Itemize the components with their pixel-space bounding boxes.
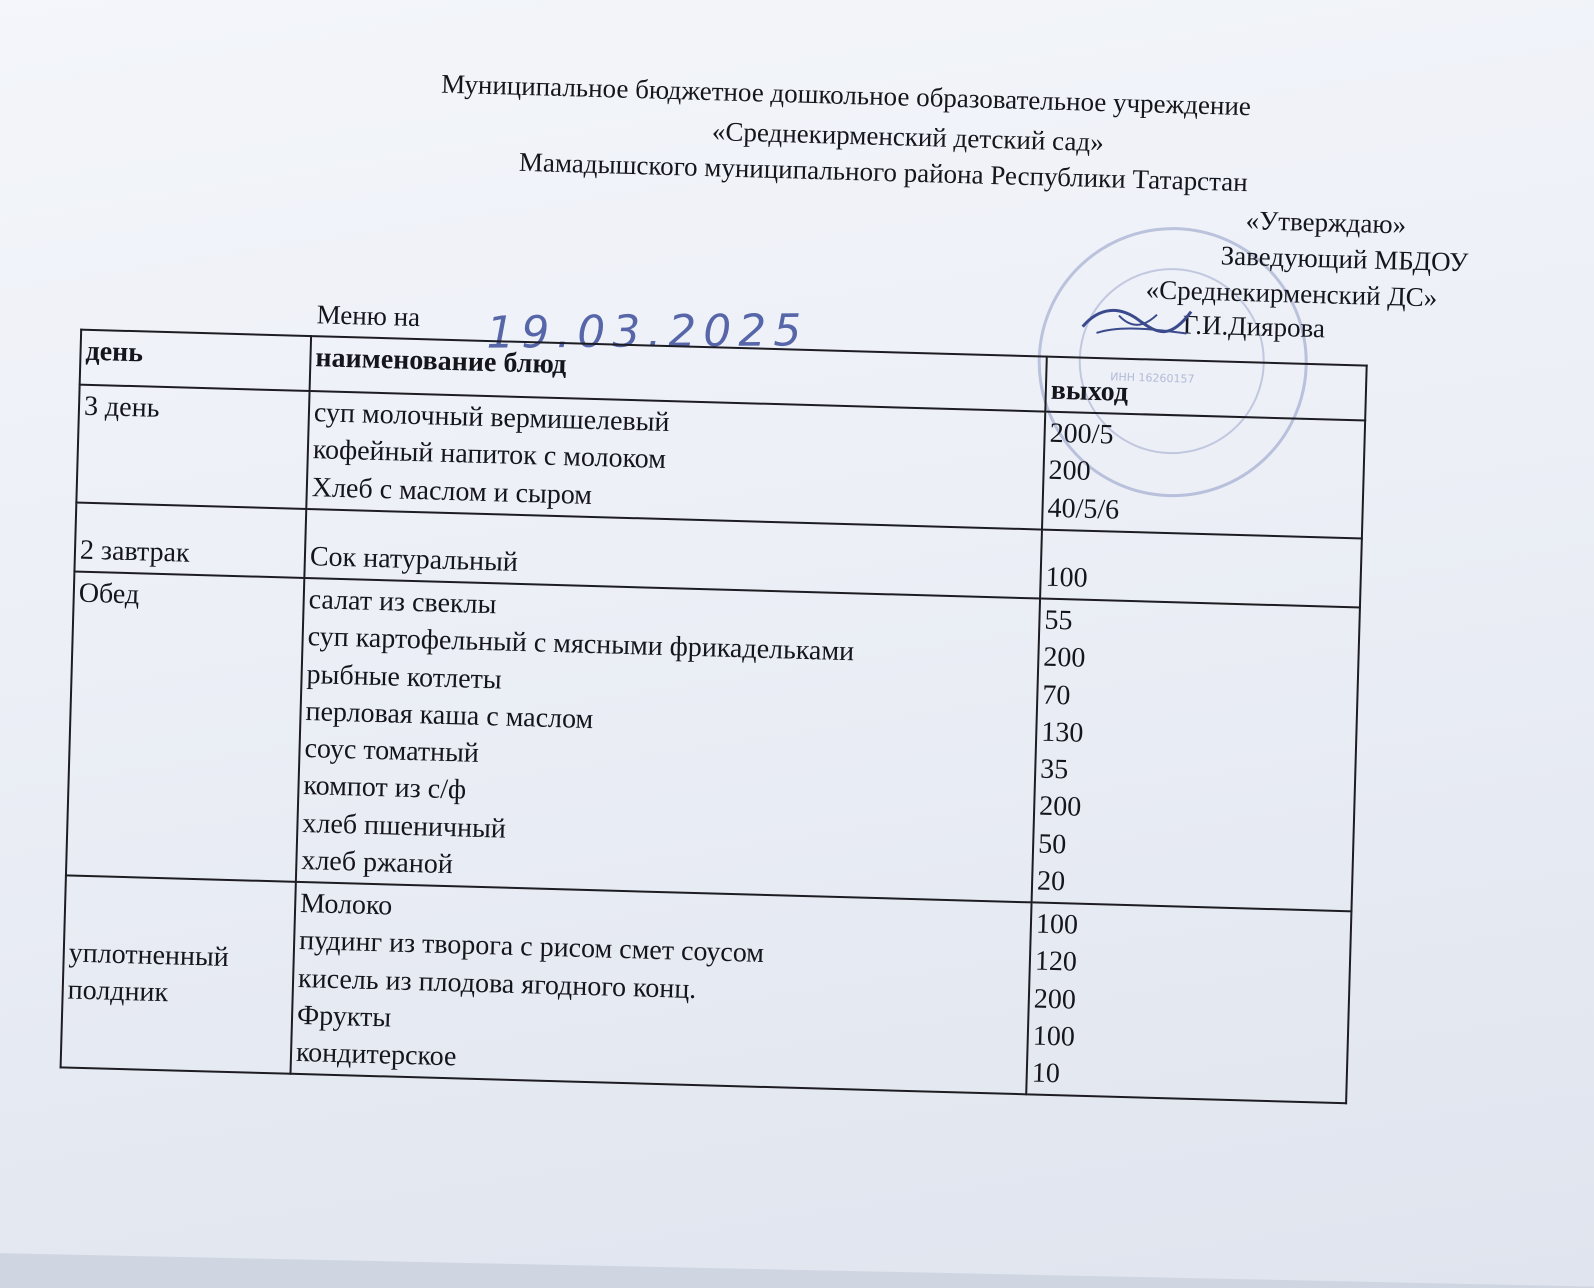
output-value: 200 xyxy=(1033,983,1077,1016)
output-value: 200 xyxy=(1042,642,1086,675)
dish-item: хлеб пшеничный xyxy=(302,807,507,845)
dish-item: соус томатный xyxy=(304,733,480,770)
menu-table-body xyxy=(61,385,1366,1104)
output-value: 40/5/6 xyxy=(1047,492,1120,526)
approval-line-4: Г.И.Диярова xyxy=(1182,309,1326,344)
output-value: 120 xyxy=(1034,945,1078,978)
dish-item: пудинг из творога с рисом смет соусом xyxy=(298,925,765,970)
output-value: 10 xyxy=(1031,1057,1061,1090)
header-output: выход xyxy=(1045,357,1366,421)
dish-item: Фрукты xyxy=(296,999,392,1034)
org-name-line-3: Мамадышского муниципального района Республики Татарстан xyxy=(518,146,1249,198)
output-value: 100 xyxy=(1035,908,1079,941)
output-value: 55 xyxy=(1044,604,1073,637)
output-value: 50 xyxy=(1037,828,1067,860)
stamp-inn: ИНН 16260157 xyxy=(1110,370,1195,386)
output-cell xyxy=(1026,902,1351,1103)
output-cell xyxy=(1040,529,1362,607)
day-cell: уплотненный полдник xyxy=(61,875,296,1074)
dish-item: салат из свеклы xyxy=(308,584,497,621)
dish-item: суп картофельный с мясными фрикадельками xyxy=(307,621,855,668)
approval-line-2: Заведующий МБДОУ xyxy=(1220,240,1469,278)
output-value: 100 xyxy=(1045,561,1089,594)
dish-item: Хлеб с маслом и сыром xyxy=(311,471,593,511)
dish-item: Молоко xyxy=(299,888,393,922)
dish-item: кисель из плодова ягодного конц. xyxy=(297,962,697,1005)
dish-item: перловая каша с маслом xyxy=(305,695,594,735)
day-cell: Обед xyxy=(66,572,304,882)
output-value: 200 xyxy=(1048,455,1092,488)
dish-item: Сок натуральный xyxy=(309,541,519,578)
dish-item: суп молочный вермишелевый xyxy=(313,397,670,439)
output-value: 200/5 xyxy=(1049,417,1114,451)
header-day: день xyxy=(80,330,311,392)
menu-date-handwritten: 19.03.2025 xyxy=(486,305,809,359)
output-value: 200 xyxy=(1038,790,1082,824)
table-row xyxy=(66,572,1360,912)
output-value: 35 xyxy=(1039,753,1069,786)
day-cell: 3 день xyxy=(76,385,309,509)
org-name-line-2: «Среднекирменский детский сад» xyxy=(711,116,1105,158)
signature xyxy=(1078,296,1199,349)
dish-item: кофейный напиток с молоком xyxy=(312,434,667,476)
org-name-line-1: Муниципальное бюджетное дошкольное образовательное учреждение xyxy=(440,68,1252,122)
output-value: 100 xyxy=(1032,1020,1076,1053)
dish-cell xyxy=(296,578,1040,902)
dish-item: компот из с/ф xyxy=(303,770,467,806)
day-cell: 2 завтрак xyxy=(74,503,306,579)
output-value: 130 xyxy=(1040,716,1084,749)
dish-item: кондитерское xyxy=(295,1036,457,1073)
menu-label: Меню на xyxy=(316,299,421,333)
output-value: 70 xyxy=(1041,679,1071,712)
header-dish: наименование блюд xyxy=(310,336,1047,412)
dish-item: рыбные котлеты xyxy=(306,658,503,696)
output-cell xyxy=(1032,599,1360,912)
dish-cell xyxy=(290,882,1031,1095)
table-row xyxy=(61,875,1352,1103)
approval-line-3: «Среднекирменский ДС» xyxy=(1145,274,1438,313)
approval-line-1: «Утверждаю» xyxy=(1245,205,1407,240)
output-value: 20 xyxy=(1036,865,1066,898)
menu-table xyxy=(60,329,1368,1105)
dish-cell xyxy=(306,391,1045,529)
output-cell xyxy=(1042,412,1365,539)
dish-item: хлеб ржаной xyxy=(301,844,454,881)
